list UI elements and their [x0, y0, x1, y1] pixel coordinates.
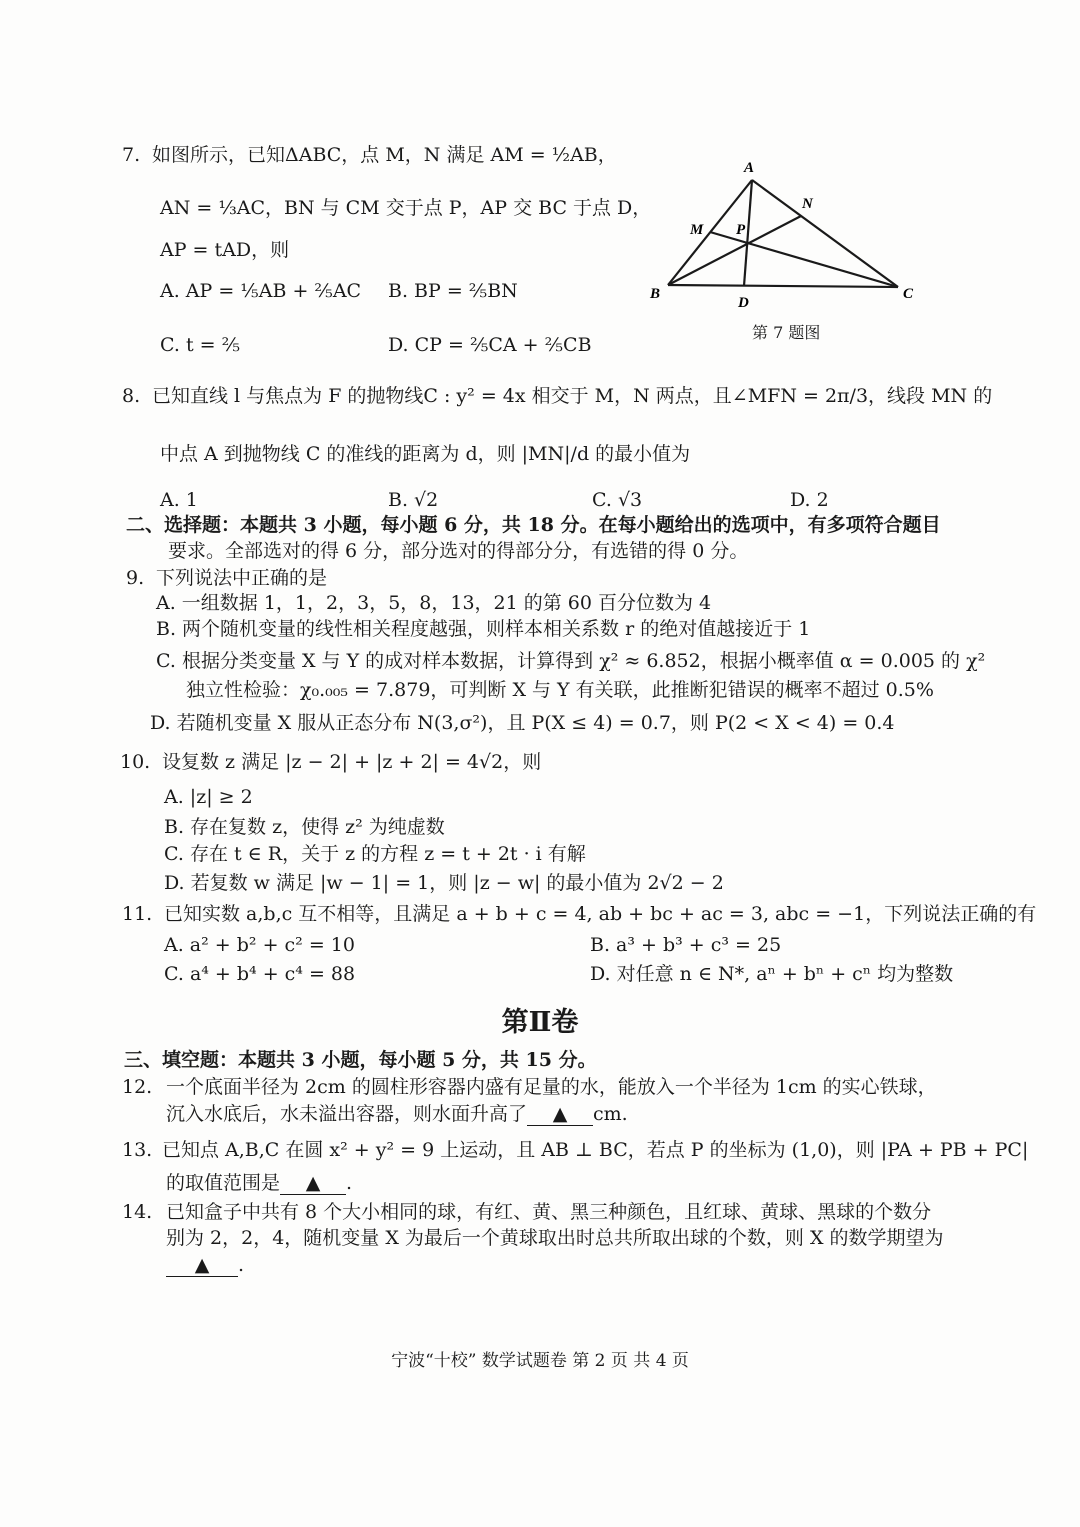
- q7-option-a: A. AP = ⅕AB + ⅖AC: [160, 280, 362, 302]
- section3-heading: 三、填空题：本题共 3 小题，每小题 5 分，共 15 分。: [124, 1049, 597, 1071]
- q11-option-c: C. a⁴ + b⁴ + c⁴ = 88: [164, 963, 356, 985]
- q7-number: 7.: [122, 144, 141, 166]
- q12-number: 12.: [122, 1076, 153, 1098]
- q7-text-1: 如图所示，已知ΔABC，点 M，N 满足 AM = ½AB，: [152, 144, 617, 166]
- q9-option-a: A. 一组数据 1，1，2，3，5，8，13，21 的第 60 百分位数为 4: [156, 592, 712, 614]
- q8-line2: 中点 A 到抛物线 C 的准线的距离为 d，则 |MN|/d 的最小值为: [160, 443, 691, 465]
- q12-text-1: 一个底面半径为 2cm 的圆柱形容器内盛有足量的水，能放入一个半径为 1cm 的实心铁球，: [166, 1076, 937, 1098]
- q10-option-d: D. 若复数 w 满足 |w − 1| = 1，则 |z − w| 的最小值为 2√2 − 2: [164, 872, 724, 894]
- label-b: B: [650, 286, 661, 302]
- q9-stem: 下列说法中正确的是: [156, 567, 328, 589]
- q10-stem: 设复数 z 满足 |z − 2| + |z + 2| = 4√2，则: [162, 751, 542, 773]
- q13-number: 13.: [122, 1139, 153, 1161]
- q12-text-2: 沉入水底后，水未溢出容器，则水面升高了: [166, 1103, 528, 1125]
- q10-option-a: A. |z| ≥ 2: [164, 786, 253, 808]
- q9-option-c-line1: C. 根据分类变量 X 与 Y 的成对样本数据，计算得到 χ² ≈ 6.852，根据小概率值 α = 0.005 的 χ²: [156, 650, 986, 672]
- q12-answer-blank[interactable]: ▲: [527, 1103, 593, 1126]
- q7-option-c: C. t = ⅖: [160, 334, 240, 356]
- q11-stem-line: [122, 901, 1036, 927]
- q9-option-d: D. 若随机变量 X 服从正态分布 N(3,σ²)，且 P(X ≤ 4) = 0.7，则 P(2 < X < 4) = 0.4: [150, 712, 895, 734]
- q13-line2: [166, 1170, 352, 1196]
- section2-instructions: 要求。全部选对的得 6 分，部分选对的得部分分，有选错的得 0 分。: [168, 540, 749, 562]
- label-a: A: [744, 160, 755, 176]
- q14-line3: [166, 1252, 244, 1278]
- q13-text-1: 已知点 A,B,C 在圆 x² + y² = 9 上运动，且 AB ⊥ BC，若点 P 的坐标为 (1,0)，则 |PA + PB + PC|: [162, 1139, 1029, 1161]
- q14-line2: 别为 2，2，4，随机变量 X 为最后一个黄球取出时总共所取出球的个数，则 X 的数学期望为: [166, 1227, 944, 1249]
- segment-ad: [744, 180, 752, 286]
- q8-number: 8.: [122, 385, 141, 407]
- q10-stem-line: [120, 749, 541, 775]
- q14-text-1: 已知盒子中共有 8 个大小相同的球，有红、黄、黑三种颜色，且红球、黄球、黑球的个数分: [166, 1201, 932, 1223]
- q11-number: 11.: [122, 903, 153, 925]
- label-m: M: [690, 222, 704, 238]
- q11-stem: 已知实数 a,b,c 互不相等，且满足 a + b + c = 4, ab + bc + ac = 3, abc = −1，下列说法正确的有: [164, 903, 1037, 925]
- q10-option-c: C. 存在 t ∈ R，关于 z 的方程 z = t + 2t · i 有解: [164, 843, 586, 865]
- q14-answer-blank[interactable]: ▲: [166, 1254, 238, 1277]
- q8-line1: [122, 383, 992, 409]
- q13-period: .: [346, 1172, 353, 1194]
- q8-option-b: B. √2: [388, 489, 439, 511]
- q7-line1: [122, 142, 617, 168]
- q10-number: 10.: [120, 751, 151, 773]
- q9-number: 9.: [126, 567, 145, 589]
- q14-period: .: [238, 1254, 245, 1276]
- q7-line3: AP = tAD，则: [160, 239, 290, 261]
- side-ac: [752, 180, 898, 287]
- q12-line1: [122, 1074, 937, 1100]
- q11-option-d: D. 对任意 n ∈ N*, aⁿ + bⁿ + cⁿ 均为整数: [590, 963, 954, 985]
- q12-unit: cm.: [593, 1103, 628, 1125]
- q13-line1: [122, 1137, 1028, 1163]
- q13-answer-blank[interactable]: ▲: [280, 1172, 346, 1195]
- q8-option-d: D. 2: [790, 489, 829, 511]
- q12-line2: [166, 1101, 628, 1127]
- q9-option-b: B. 两个随机变量的线性相关程度越强，则样本相关系数 r 的绝对值越接近于 1: [156, 618, 811, 640]
- side-bc: [668, 285, 898, 287]
- q9-stem-line: [126, 565, 327, 591]
- q14-line1: [122, 1199, 931, 1225]
- q8-text-1: 已知直线 l 与焦点为 F 的抛物线C : y² = 4x 相交于 M，N 两点，且∠MFN = 2π/3，线段 MN 的: [152, 385, 993, 407]
- q14-number: 14.: [122, 1201, 153, 1223]
- label-p: P: [736, 222, 746, 238]
- label-d: D: [738, 295, 749, 311]
- q11-option-a: A. a² + b² + c² = 10: [164, 934, 355, 956]
- q7-triangle-figure: [640, 150, 930, 315]
- q7-line2: AN = ⅓AC，BN 与 CM 交于点 P，AP 交 BC 于点 D，: [160, 197, 652, 219]
- label-n: N: [802, 196, 813, 212]
- label-c: C: [903, 286, 914, 302]
- page-footer: 宁波“十校” 数学试题卷 第 2 页 共 4 页: [391, 1351, 689, 1371]
- q8-option-c: C. √3: [592, 489, 643, 511]
- segment-cm: [710, 232, 898, 287]
- q7-figure-caption: 第 7 题图: [752, 323, 821, 342]
- segment-bn: [668, 216, 801, 285]
- q13-text-2: 的取值范围是: [166, 1172, 281, 1194]
- q8-option-a: A. 1: [160, 489, 198, 511]
- q10-option-b: B. 存在复数 z，使得 z² 为纯虚数: [164, 816, 445, 838]
- section2-heading: 二、选择题：本题共 3 小题，每小题 6 分，共 18 分。在每小题给出的选项中，有多项符合题目: [126, 514, 941, 536]
- q9-option-c-line2: 独立性检验：χ₀.₀₀₅ = 7.879，可判断 X 与 Y 有关联，此推断犯错误的概率不超过 0.5%: [186, 679, 934, 701]
- volume2-title: 第Ⅱ卷: [501, 1007, 579, 1038]
- q7-option-b: B. BP = ⅖BN: [388, 280, 518, 302]
- q11-option-b: B. a³ + b³ + c³ = 25: [590, 934, 782, 956]
- q7-option-d: D. CP = ⅖CA + ⅖CB: [388, 334, 592, 356]
